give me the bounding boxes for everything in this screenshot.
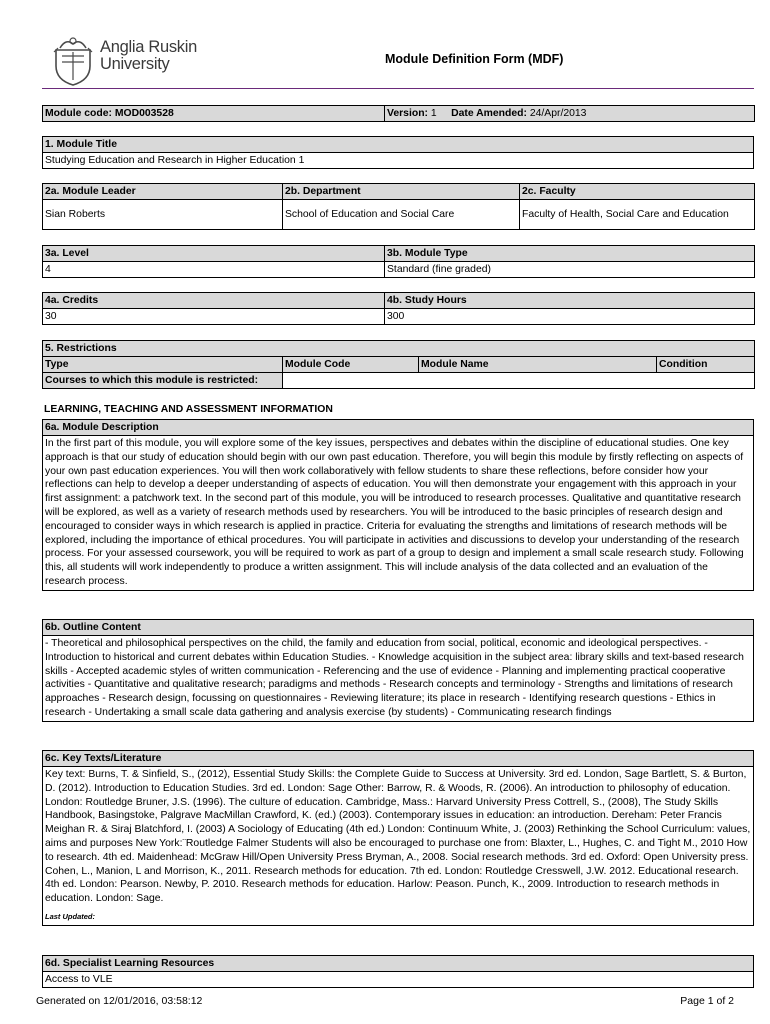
restrictions-label: 5. Restrictions bbox=[43, 341, 755, 357]
level-label: 3a. Level bbox=[43, 246, 385, 262]
module-title-table bbox=[42, 136, 754, 169]
credits-label: 4a. Credits bbox=[43, 293, 385, 309]
faculty-label: 2c. Faculty bbox=[520, 184, 755, 200]
version-date-cell bbox=[385, 106, 755, 122]
last-updated-label: Last Updated: bbox=[45, 911, 96, 921]
restrictions-col-code: Module Code bbox=[283, 357, 419, 373]
restrictions-row-value bbox=[283, 373, 755, 389]
restrictions-col-name: Module Name bbox=[419, 357, 657, 373]
page-number: Page 1 of 2 bbox=[680, 995, 734, 1007]
module-type-value: Standard (fine graded) bbox=[385, 262, 755, 278]
study-hours-value: 300 bbox=[385, 309, 755, 325]
date-amended-value: 24/Apr/2013 bbox=[529, 108, 587, 119]
module-title-value: Studying Education and Research in Higher Education 1 bbox=[43, 153, 754, 169]
learning-resources-label: 6d. Specialist Learning Resources bbox=[43, 956, 754, 972]
credits-value: 30 bbox=[43, 309, 385, 325]
outline-content-text: - Theoretical and philosophical perspectives on the child, the family and education from social, political, economic and ideological perspectives. - Introduction to historical and current debates within Education Studies. - Knowledge acquisition in the subject area: library skills and text-based research skills - Accepted academic styles of written communication - Referencing and the use of evidence - Planning and implementing practical cooperative activities - Quantitative and qualitative research; paradigms and methods - Research concepts and terminology - Strengths and limitations of research approaches - Research design, focussing on questionnaires - Reviewing literature; its place in research - Identifying research questions - Ethics in research - Undertaking a small scale data gathering and analysis exercise (by students) - Communicating research findings bbox=[43, 636, 754, 722]
version-value: 1 bbox=[430, 108, 437, 119]
key-texts-label: 6c. Key Texts/Literature bbox=[43, 751, 754, 767]
module-title-label: 1. Module Title bbox=[43, 137, 754, 153]
module-leader-label: 2a. Module Leader bbox=[43, 184, 283, 200]
level-value: 4 bbox=[43, 262, 385, 278]
key-texts-table bbox=[42, 750, 754, 926]
lta-heading: LEARNING, TEACHING AND ASSESSMENT INFORMATION bbox=[44, 404, 333, 415]
module-type-label: 3b. Module Type bbox=[385, 246, 755, 262]
restrictions-col-condition: Condition bbox=[657, 357, 755, 373]
level-type-table bbox=[42, 245, 755, 278]
module-leader-value: Sian Roberts bbox=[43, 200, 283, 230]
module-code: Module code: MOD003528 bbox=[43, 106, 385, 122]
module-description-text: In the first part of this module, you will explore some of the key issues, perspectives and debates within the discipline of educational studies. One key approach is that our study of education should begin with our own past education. Therefore, you will begin this module by firstly reflecting on aspects of your own past education experiences. You will then work collaboratively with fellow students to share these reflections, before consider how your reflections can help to develop a deeper understanding of aspects of education. You will then demonstrate your engagement with this approach in your first assignment: a patchwork text. In the second part of this module, you will be introduced to research processes. Qualitative and quantitative research will be explored, as well as a variety of research methods used by researchers. You will be introduced to the basic principles of research design and encouraged to consider ways in which research is applied in practice. Criteria for evaluating the strengths and limitations of research methods will be explored, including the importance of ethical procedures. You will participate in activities and discussions to develop your understanding of the research process. For your assessed coursework, you will be required to work as part of a group to design and implement a small scale research study. Following this, all students will work independently to produce a written assignment. This will include analysis of the data collected and an evaluation of the research process. bbox=[43, 436, 754, 591]
faculty-value: Faculty of Health, Social Care and Education bbox=[520, 200, 755, 230]
learning-resources-value: Access to VLE bbox=[43, 972, 754, 988]
outline-content-table bbox=[42, 619, 754, 722]
leader-dept-faculty-table bbox=[42, 183, 755, 230]
key-texts-cell bbox=[43, 767, 754, 926]
generated-timestamp: Generated on 12/01/2016, 03:58:12 bbox=[36, 995, 203, 1007]
outline-content-label: 6b. Outline Content bbox=[43, 620, 754, 636]
restrictions-col-type: Type bbox=[43, 357, 283, 373]
module-description-label: 6a. Module Description bbox=[43, 420, 754, 436]
module-code-table bbox=[42, 105, 755, 122]
key-texts-text: Key text: Burns, T. & Sinfield, S., (2012), Essential Study Skills: the Complete Guide to Success at University. 3rd ed. London, Sage Bartlett, S. & Burton, D. (2012). Introduction to Education Studies. 3rd ed. London: Sage Other: Barrow, R. & Woods, R. (2006). An introduction to philosophy of education. London: Routledge Bruner, J.S. (1996). The culture of education. Cambridge, Mass.: Harvard University Press Cottrell, S., (2008), The Study Skills Handbook, Basingstoke, Palgrave MacMillan Crawford, K. (ed.) (2003). Contemporary issues in education: an introduction. Dereham: Peter Francis Meighan R. & Siraj Blatchford, I. (2003) A Sociology of Educating (4th ed.) London: Continuum White, J. (2003) Rethinking the School Curriculum: values, aims and purposes New York:¨Routledge Falmer Students will also be encouraged to purchase one from: Blaxter, L., Hughes, C. and Tight M., 2010 How to research. 4th ed. Maidenhead: McGraw Hill/Open University Press Bryman, A., 2008. Social research methods. 3rd ed. Oxford: Open University press. Cohen, L., Manion, L and Morrison, K., 2011. Research methods for education. 7th ed. London: Routledge Cresswell, J.W. 2012. Educational research. 4th ed. London: Pearson. Newby, P. 2010. Research methods for education. Harlow: Peason. Punch, K., 2009. Introduction to research methods in education. London: Sage. bbox=[45, 769, 751, 905]
department-value: School of Education and Social Care bbox=[283, 200, 520, 230]
header-divider bbox=[42, 88, 754, 89]
date-amended-label: Date Amended: bbox=[451, 108, 527, 119]
study-hours-label: 4b. Study Hours bbox=[385, 293, 755, 309]
university-logo bbox=[52, 36, 212, 86]
page-title: Module Definition Form (MDF) bbox=[385, 52, 564, 66]
restrictions-row-label: Courses to which this module is restricted: bbox=[43, 373, 283, 389]
logo-text-line1: Anglia Ruskin bbox=[100, 38, 197, 56]
learning-resources-table bbox=[42, 955, 754, 988]
version-label: Version: bbox=[387, 108, 428, 119]
credits-hours-table bbox=[42, 292, 755, 325]
module-description-table bbox=[42, 419, 754, 591]
logo-text-line2: University bbox=[100, 55, 170, 73]
crest-icon bbox=[52, 36, 94, 86]
department-label: 2b. Department bbox=[283, 184, 520, 200]
restrictions-table bbox=[42, 340, 755, 389]
